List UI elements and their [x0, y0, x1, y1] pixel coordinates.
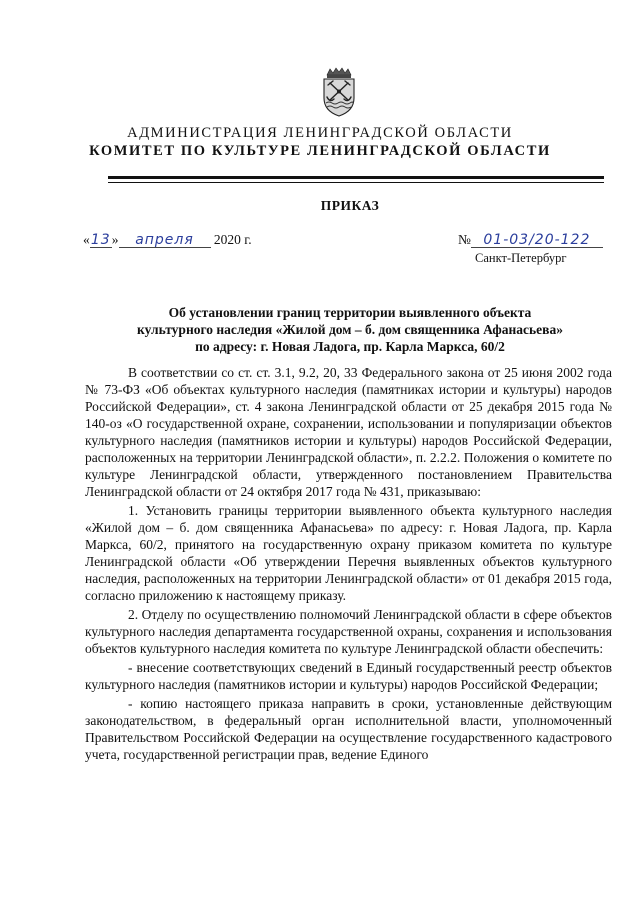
item-1-paragraph: 1. Установить границы территории выявленного объекта культурного наследия «Жилой дом – б. дом священника Афанасьева» по адресу: г. Новая Ладога, пр. Карла Маркса, 60/2, принятого на государственную охрану приказом комитета по культуре Ленинградской области «Об утверждении Перечня выявленных объектов культурного наследия, расположенных на территории Ленинградской области» от 01 декабря 2015 года, согласно приложению к настоящему приказу.: [85, 503, 612, 603]
item-2-paragraph: 2. Отделу по осуществлению полномочий Ленинградской области в сфере объектов культурного наследия департамента государственной охраны, сохранения и использования объектов культурного наследия комитета по культуре Ленинградской области обеспечить:: [85, 607, 612, 656]
item-2-sub-1: - внесение соответствующих сведений в Единый государственный реестр объектов культурного наследия (памятников истории и культуры) народов Российской Федерации;: [85, 660, 612, 692]
order-subject: [100, 304, 600, 355]
document-type: ПРИКАЗ: [320, 198, 380, 213]
order-number: [458, 232, 603, 248]
header-rule-thin: [108, 182, 604, 183]
organization-name: АДМИНИСТРАЦИЯ ЛЕНИНГРАДСКОЙ ОБЛАСТИ: [127, 125, 513, 141]
order-date: [83, 232, 252, 248]
preamble-paragraph: В соответствии со ст. ст. 3.1, 9.2, 20, 33 Федерального закона от 25 июня 2002 года № 73-ФЗ «Об объектах культурного наследия (памятниках истории и культуры) народов Российской Федерации», ст. 4 закона Ленинградской области от 25 декабря 2015 года № 140-оз «О государственной охране, сохранении, использовании и популяризации объектов культурного наследия (памятников истории и культуры) народов Российской Федерации, расположенных на территории Ленинградской области», п. 2.2.2. Положения о комитете по культуре Ленинградской области, утвержденного постановлением Правительства Ленинградской области от 24 октября 2017 года № 431, приказываю:: [85, 365, 612, 499]
header-rule-thick: [108, 176, 604, 179]
coat-of-arms-icon: [318, 66, 360, 118]
number-value: 01-03/20-122: [471, 233, 603, 248]
committee-name: КОМИТЕТ ПО КУЛЬТУРЕ ЛЕНИНГРАДСКОЙ ОБЛАСТИ: [89, 143, 551, 159]
city: Санкт-Петербург: [475, 251, 567, 265]
subject-line-3: по адресу: г. Новая Ладога, пр. Карла Маркса, 60/2: [195, 339, 505, 354]
date-year: 2020 г.: [213, 232, 252, 247]
subject-line-2: культурного наследия «Жилой дом – б. дом священника Афанасьева»: [137, 322, 563, 337]
item-2-sub-2: - копию настоящего приказа направить в сроки, установленные действующим законодательством, в федеральный орган исполнительной власти, уполномоченный Правительством Российской Федерации на осуществление государственного кадастрового учета, государственной регистрации прав, ведение Единого: [85, 696, 612, 762]
subject-line-1: Об установлении границ территории выявленного объекта: [168, 305, 532, 320]
date-quote-open: «: [83, 232, 90, 247]
date-quote-close: »: [111, 232, 119, 247]
date-day: 13: [90, 232, 111, 248]
date-month: апреля: [119, 233, 211, 248]
number-prefix: №: [458, 232, 471, 247]
order-body: [85, 364, 612, 763]
